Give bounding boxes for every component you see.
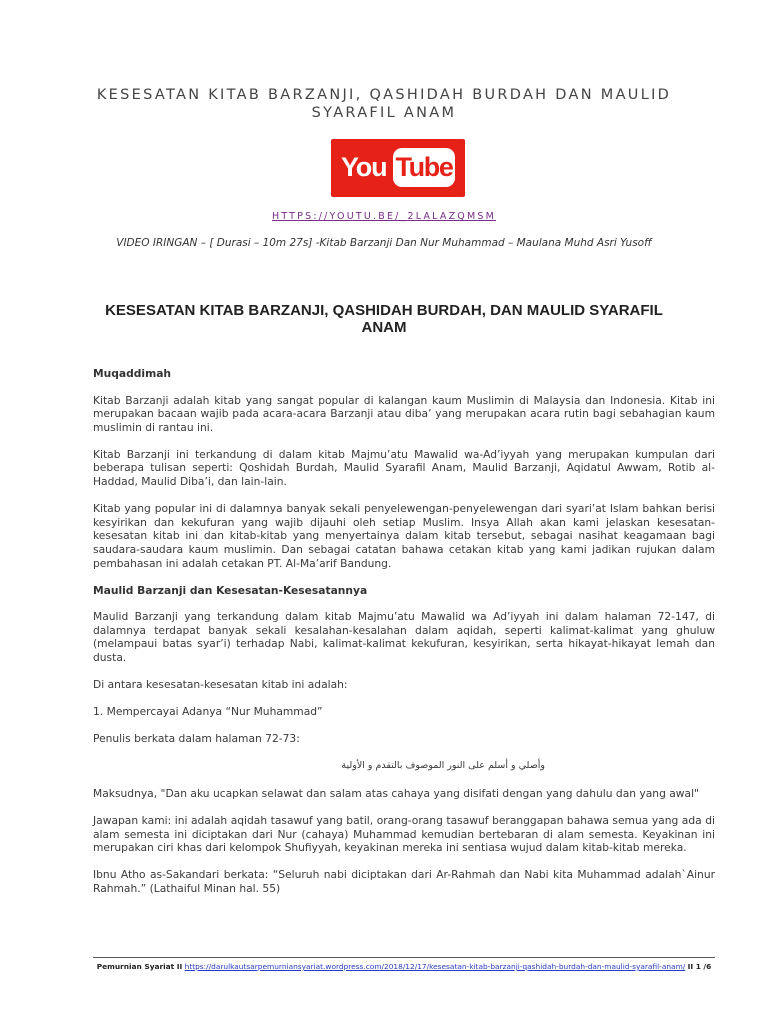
paragraph: Kitab yang popular ini di dalamnya banyak sekali penyelewengan-penyelewengan dari syari’at Islam bahkan berisi kesyirikan dan kekufuran yang wajib dijauhi oleh setiap Muslim. Insya Allah akan kami jelaskan kesesatan-kesesatan kitab ini dan kitab-kitab yang menyertainya dalam kitab tersebut, sebagai nasihat keagamaan bagi saudara-saudara kaum muslimin. Dan sebagai catatan bahawa cetakan kitab yang kami jadikan rujukan dalam pembahasan ini adalah cetakan PT. Al-Ma’arif Bandung.	[93, 502, 715, 570]
footer-label: Pemurnian Syariat II	[96, 962, 183, 971]
youtube-logo-tube: Tube	[393, 148, 455, 187]
page-footer	[93, 961, 715, 972]
video-caption: VIDEO IRINGAN – [ Durasi – 10m 27s] -Kitab Barzanji Dan Nur Muhammad – Maulana Muhd Asri Yusoff	[116, 237, 652, 249]
page-title: KESESATAN KITAB BARZANJI, QASHIDAH BURDAH DAN MAULID SYARAFIL ANAM	[96, 87, 672, 121]
paragraph: Di antara kesesatan-kesesatan kitab ini adalah:	[93, 678, 348, 692]
list-item: 1. Mempercayai Adanya “Nur Muhammad”	[93, 705, 323, 719]
article-heading: KESESATAN KITAB BARZANJI, QASHIDAH BURDAH, DAN MAULID SYARAFIL ANAM	[105, 302, 663, 336]
paragraph: Jawapan kami: ini adalah aqidah tasawuf yang batil, orang-orang tasawuf beranggapan bahawa semua yang ada di alam semesta ini diciptakan dari Nur (cahaya) Muhammad kemudian bertebaran di alam semesta. Keyakinan ini merupakan ciri khas dari kelompok Shufiyyah, keyakinan mereka ini sentiasa wujud dalam kitab-kitab mereka.	[93, 814, 715, 855]
article-body	[93, 367, 715, 909]
subheading-muqaddimah: Muqaddimah	[93, 367, 172, 380]
youtube-logo-you: You	[341, 152, 387, 182]
paragraph: Kitab Barzanji ini terkandung di dalam kitab Majmu’atu Mawalid wa-Ad’iyyah yang merupakan kumpulan dari beberapa tulisan seperti: Qoshidah Burdah, Maulid Syarafil Anam, Maulid Barzanji, Aqidatul Awwam, Rotib al-Haddad, Maulid Diba’i, dan lain-lain.	[93, 447, 715, 489]
paragraph: Penulis berkata dalam halaman 72-73:	[93, 732, 300, 746]
paragraph: Maulid Barzanji yang terkandung dalam kitab Majmu’atu Mawalid wa Ad’iyyah ini dalam halaman 72-147, di dalamnya terdapat banyak sekali kesalahan-kesalahan dalam aqidah, seperti kalimat-kalimat yang ghuluw (melampaui batas syar’i) terhadap Nabi, kalimat-kalimat kekufuran, kesyirikan, serta hikayat-hikayat lemah dan dusta.	[93, 610, 715, 664]
arabic-quote: وأصلي و أسلم على النور الموصوف بالتقدم و الأولية	[341, 760, 545, 772]
footer-page-number: II 1 /6	[687, 962, 712, 971]
footer-url-link[interactable]: https://darulkautsarpemurniansyariat.wordpress.com/2018/12/17/kesesatan-kitab-barzanji-qashidah-burdah-dan-maulid-syarafil-anam/	[184, 962, 686, 971]
subheading-maulid-barzanji: Maulid Barzanji dan Kesesatan-Kesesatannya	[93, 583, 368, 597]
paragraph: Maksudnya, "Dan aku ucapkan selawat dan salam atas cahaya yang disifati dengan yang dahulu dan yang awal"	[93, 786, 699, 800]
video-link[interactable]: HTTPS://YOUTU.BE/_2LALAZQMSM	[272, 211, 496, 222]
paragraph: Ibnu Atho as-Sakandari berkata: “Seluruh nabi diciptakan dari Ar-Rahmah dan Nabi kita Muhammad adalah`Ainur Rahmah.” (Lathaiful Minan hal. 55)	[93, 868, 715, 895]
footer-divider	[93, 957, 715, 958]
paragraph: Kitab Barzanji adalah kitab yang sangat popular di kalangan kaum Muslimin di Malaysia dan Indonesia. Kitab ini merupakan bacaan wajib pada acara-acara Barzanji atau diba’ yang merupakan acara rutin bagi sebahagian kaum muslimin di rantau ini.	[93, 393, 715, 434]
youtube-logo[interactable]	[331, 139, 465, 197]
